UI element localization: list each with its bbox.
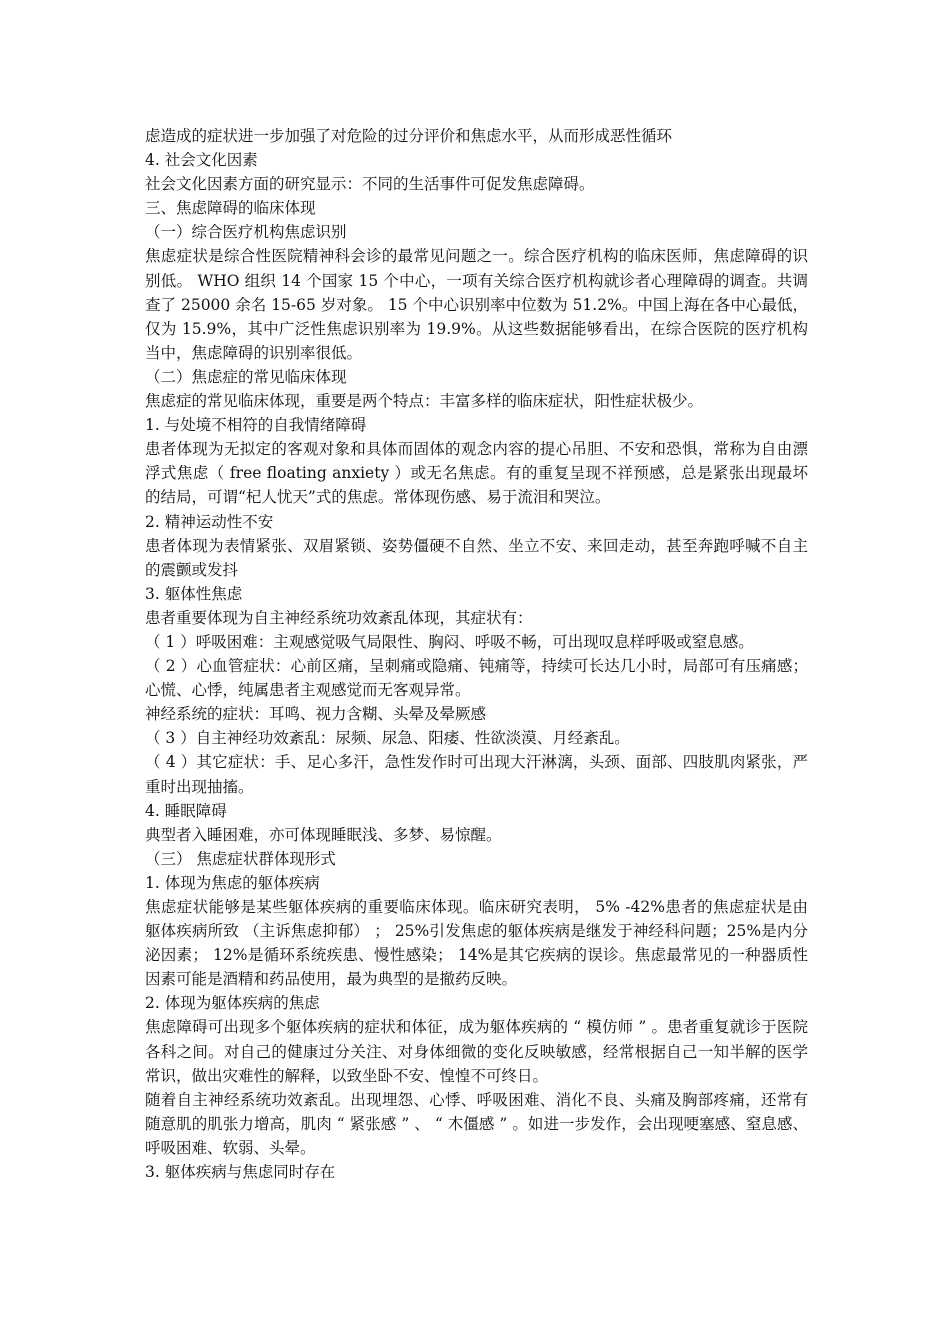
subheading-common-manifestations: （二）焦虑症的常见临床体现 — [145, 367, 347, 386]
list-item-breathing: （ 1 ）呼吸困难：主观感觉吸气局限性、胸闷、呼吸不畅，可出现叹息样呼吸或窒息感。 — [145, 632, 754, 651]
heading-anxiety-as-somatic-disease: 2. 体现为躯体疾病的焦虑 — [145, 994, 320, 1013]
subheading-general-medical-recognition: （一）综合医疗机构焦虑识别 — [145, 223, 347, 242]
heading-somatic-disease-as-anxiety: 1. 体现为焦虑的躯体疾病 — [145, 873, 320, 892]
paragraph-psychomotor: 患者体现为表情紧张、双眉紧锁、姿势僵硬不自然、坐立不安、来回走动，甚至奔跑呼喊不自主的震颤或发抖 — [145, 536, 808, 579]
paragraph-recognition-rate: 焦虑症状是综合性医院精神科会诊的最常见问题之一。综合医疗机构的临床医师，焦虑障碍的识别低。 WHO 组织 14 个国家 15 个中心，一项有关综合医疗机构就诊者心理障碍的调查。共调查了 25000 余名 15-65 岁对象。 15 个中心识别率中位数为 51.2%。中国上海在各中心最低，仅为 15.9%，其中广泛性焦虑识别率为 19.9%。从这些数据能够看出，在综合医院的医疗机构当中，焦虑障碍的识别率很低。 — [145, 247, 808, 362]
list-item-cardiovascular: （ 2 ）心血管症状：心前区痛，呈刺痛或隐痛、钝痛等，持续可长达几小时，局部可有压痛感；心慌、心悸，纯属患者主观感觉而无客观异常。 — [145, 657, 808, 700]
heading-coexisting: 3. 躯体疾病与焦虑同时存在 — [145, 1163, 336, 1182]
paragraph-vicious-cycle: 虑造成的症状进一步加强了对危险的过分评价和焦虑水平，从而形成恶性循环 — [145, 127, 673, 145]
heading-clinical-manifestations: 三、焦虑障碍的临床体现 — [145, 199, 316, 218]
heading-social-cultural-factors: 4. 社会文化因素 — [145, 151, 258, 170]
document-body — [145, 124, 808, 1184]
paragraph-autonomic-intro: 患者重要体现为自主神经系统功效紊乱体现，其症状有： — [145, 608, 533, 627]
subheading-symptom-groups: （三） 焦虑症状群体现形式 — [145, 849, 336, 868]
heading-psychomotor-restlessness: 2. 精神运动性不安 — [145, 512, 274, 531]
paragraph-neurological: 神经系统的症状：耳鸣、视力含糊、头晕及晕厥感 — [145, 705, 487, 724]
paragraph-sleep: 典型者入睡困难，亦可体现睡眠浅、多梦、易惊醒。 — [145, 825, 502, 844]
paragraph-social-cultural: 社会文化因素方面的研究显示：不同的生活事件可促发焦虑障碍。 — [145, 175, 595, 194]
paragraph-common-features: 焦虑症的常见临床体现，重要是两个特点：丰富多样的临床症状，阳性症状极少。 — [145, 392, 704, 411]
paragraph-autonomic-dysfunction: 随着自主神经系统功效紊乱。出现埋怨、心悸、呼吸困难、消化不良、头痛及胸部疼痛，还常有随意肌的肌张力增高，肌肉 “ 紧张感 ” 、 “ 木僵感 ” 。如进一步发作，会出现哽塞感、窒息感、呼吸困难、软弱、头晕。 — [145, 1090, 808, 1157]
paragraph-free-floating-anxiety: 患者体现为无拟定的客观对象和具体而固体的观念内容的提心吊胆、不安和恐惧，常称为自由漂浮式焦虑（ free floating anxiety ）或无名焦虑。有的重复呈现不祥预感，总是紧张出现最坏的结局，可谓“杞人忧天”式的焦虑。常体现伤感、易于流泪和哭泣。 — [145, 440, 808, 507]
paragraph-mimic: 焦虑障碍可出现多个躯体疾病的症状和体征，成为躯体疾病的 “ 模仿师 ” 。患者重复就诊于医院各科之间。对自己的健康过分关注、对身体细微的变化反映敏感，经常根据自己一知半解的医学常识，做出灾难性的解释，以致坐卧不安、惶惶不可终日。 — [145, 1018, 808, 1085]
heading-emotional-disorder: 1. 与处境不相符的自我情绪障碍 — [145, 416, 367, 435]
list-item-other-symptoms: （ 4 ）其它症状：手、足心多汗，急性发作时可出现大汗淋漓，头颈、面部、四肢肌肉紧张，严重时出现抽搐。 — [145, 753, 808, 796]
list-item-autonomic: （ 3 ）自主神经功效紊乱：尿频、尿急、阳痿、性欲淡漠、月经紊乱。 — [145, 729, 630, 748]
paragraph-somatic-disease-stats: 焦虑症状能够是某些躯体疾病的重要临床体现。临床研究表明， 5% -42%患者的焦虑症状是由躯体疾病所致 （主诉焦虑抑郁） ； 25%引发焦虑的躯体疾病是继发于神经科问题；25%是内分泌因素； 12%是循环系统疾患、慢性感染； 14%是其它疾病的误诊。焦虑最常见的一种器质性因素可能是酒精和药品使用，最为典型的是撤药反映。 — [145, 898, 808, 989]
heading-sleep-disorder: 4. 睡眠障碍 — [145, 801, 227, 820]
heading-somatic-anxiety: 3. 躯体性焦虑 — [145, 584, 243, 603]
